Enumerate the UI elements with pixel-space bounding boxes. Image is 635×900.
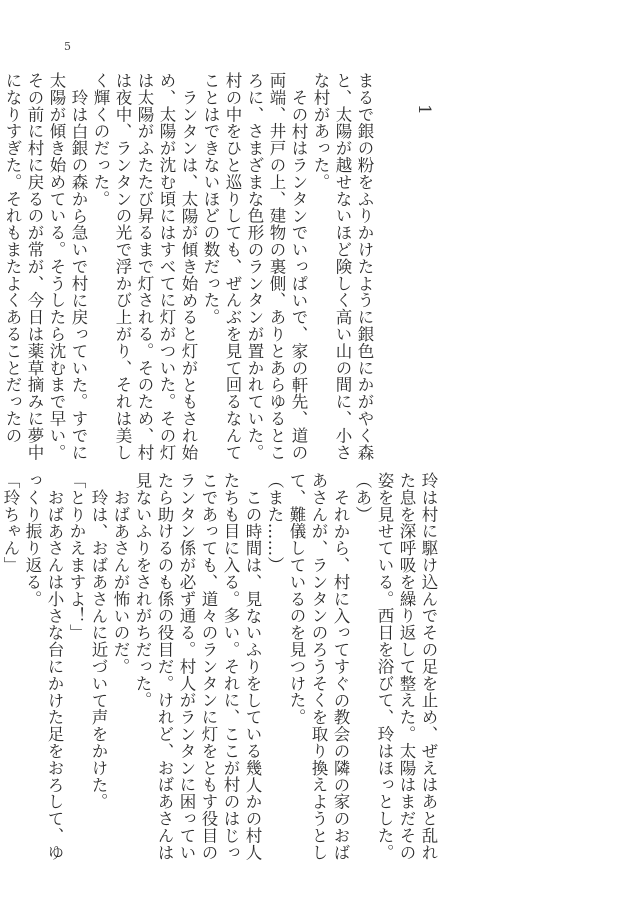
dialogue-line: 「玲ちゃん」: [1, 472, 20, 574]
bottom-text-block: [0, 472, 439, 867]
paragraph: 玲は、おばあさんに近づいて声をかけた。: [89, 488, 108, 810]
top-text-block: [0, 72, 435, 462]
chapter-number: 1: [414, 104, 434, 116]
paragraph: この時間は、見ないふりをしている幾人かの村人たちも目に入る。多い。それに、ここが村のはじっこであっても、道々のランタンに灯をともす役目のランタン係が必ず通る。村人がランタンに困っていたら助けるのも係の役目だ。けれど、おばあさんは見ないふりをされがちだった。: [133, 472, 262, 861]
paragraph: 玲は村に駆け込んでその足を止め、ぜえはあと乱れた息を深呼吸を繰り返して整えた。太陽はまだその姿を見せている。西日を浴びて、玲はほっとした。: [375, 472, 438, 861]
paragraph: おばあさんが怖いのだ。: [111, 488, 130, 675]
paragraph: まるで銀の粉をふりかけたように銀色にかがやく森と、太陽が越せないほど険しく高い山の間に、小さな村があった。: [311, 72, 374, 461]
paragraph: 玲は白銀の森から急いで村に戻っていた。すでに太陽が傾き始めている。そうしたら沈むまで早い。その前に村に戻るのが常が、今日は薬草摘みに夢中になりすぎた。それもまたよくあることだったの: [3, 72, 88, 461]
paragraph: その村はランタンでいっぱいで、家の軒先、道の両端、井戸の上、建物の裏側、ありとあらゆるところに、さまざまな色形のランタンが置かれていた。村の中をひと巡りしても、ぜんぶを見て回るなんてことはできないほどの数だった。: [201, 72, 308, 461]
paragraph: おばあさんは小さな台にかけた足をおろして、ゆっくり振り返る。: [23, 472, 64, 861]
paragraph: それから、村に入ってすぐの教会の隣の家のおばあさんが、ランタンのろうそくを取り換えようとして、難儀しているのを見つけた。: [287, 472, 350, 861]
paragraph: ランタンは、太陽が傾き始めると灯がともされ始め、太陽が沈む頃にはすべてに灯がついた。その灯は太陽がふたたび昇るまで灯される。そのため、村は夜中、ランタンの光で浮かび上がり、それは美しく輝くのだった。: [91, 72, 198, 461]
thought-line: （また……）: [265, 472, 284, 574]
page-number: 5: [64, 40, 71, 53]
dialogue-line: 「とりかえますよ！」: [67, 472, 86, 641]
thought-line: （あ）: [353, 472, 372, 523]
